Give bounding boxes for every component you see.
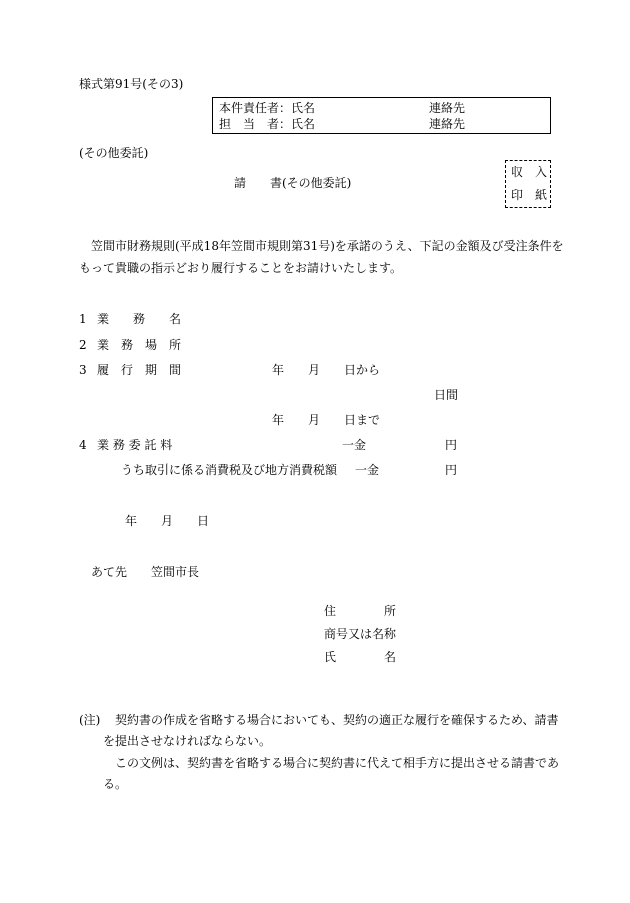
note-line4: る。 bbox=[103, 777, 128, 791]
revenue-stamp-line1: 収 入 bbox=[511, 165, 548, 179]
contractor-company-label: 商号又は名称 bbox=[324, 627, 397, 641]
fee-amount-prefix: 一金 bbox=[342, 438, 367, 452]
tax-amount-prefix: 一金 bbox=[355, 463, 380, 477]
person-in-charge-contact: 連絡先 bbox=[429, 117, 466, 131]
intro-line1: 笠間市財務規則(平成18年笠間市規則第31号)を承諾のうえ、下記の金額及び受注条件を bbox=[91, 239, 564, 253]
item4-label: 業 務 委 託 料 bbox=[97, 438, 173, 452]
item1-label: 業 務 名 bbox=[97, 312, 182, 326]
person-in-charge-label: 担 当 者：氏名 bbox=[219, 117, 316, 131]
tax-yen: 円 bbox=[445, 463, 458, 477]
date-line: 年 月 日 bbox=[125, 514, 210, 528]
tax-label: うち取引に係る消費税及び地方消費税額 bbox=[121, 463, 338, 477]
document-title: 請 書(その他委託) bbox=[234, 176, 352, 190]
period-until: 年 月 日まで bbox=[272, 413, 381, 427]
form-number: 様式第91号(その3) bbox=[79, 77, 184, 91]
item3-number: 3 bbox=[79, 363, 87, 377]
note-line3: この文例は、契約書を省略する場合に契約書に代えて相手方に提出させる請書であ bbox=[115, 756, 560, 770]
item2-label: 業 務 場 所 bbox=[97, 338, 182, 352]
category-label: (その他委託) bbox=[79, 146, 149, 160]
fee-yen: 円 bbox=[445, 438, 458, 452]
addressee: あて先 笠間市長 bbox=[91, 565, 200, 579]
contractor-name-label: 氏 名 bbox=[324, 650, 397, 664]
period-from: 年 月 日から bbox=[272, 363, 381, 377]
period-days: 日間 bbox=[434, 388, 459, 402]
item2-number: 2 bbox=[79, 338, 87, 352]
responsible-person-label: 本件責任者：氏名 bbox=[219, 101, 316, 115]
note-label: (注) bbox=[79, 713, 101, 727]
note-line2: を提出させなければならない。 bbox=[103, 734, 272, 748]
revenue-stamp-line2: 印 紙 bbox=[511, 188, 548, 202]
item4-number: 4 bbox=[79, 438, 87, 452]
item1-number: 1 bbox=[79, 312, 87, 326]
intro-line2: もって貴職の指示どおり履行することをお請けいたします。 bbox=[79, 261, 403, 275]
note-line1: 契約書の作成を省略する場合においても、契約の適正な履行を確保するため、請書 bbox=[115, 713, 559, 727]
responsible-person-contact: 連絡先 bbox=[429, 101, 466, 115]
contractor-address-label: 住 所 bbox=[324, 604, 397, 618]
item3-label: 履 行 期 間 bbox=[97, 363, 182, 377]
